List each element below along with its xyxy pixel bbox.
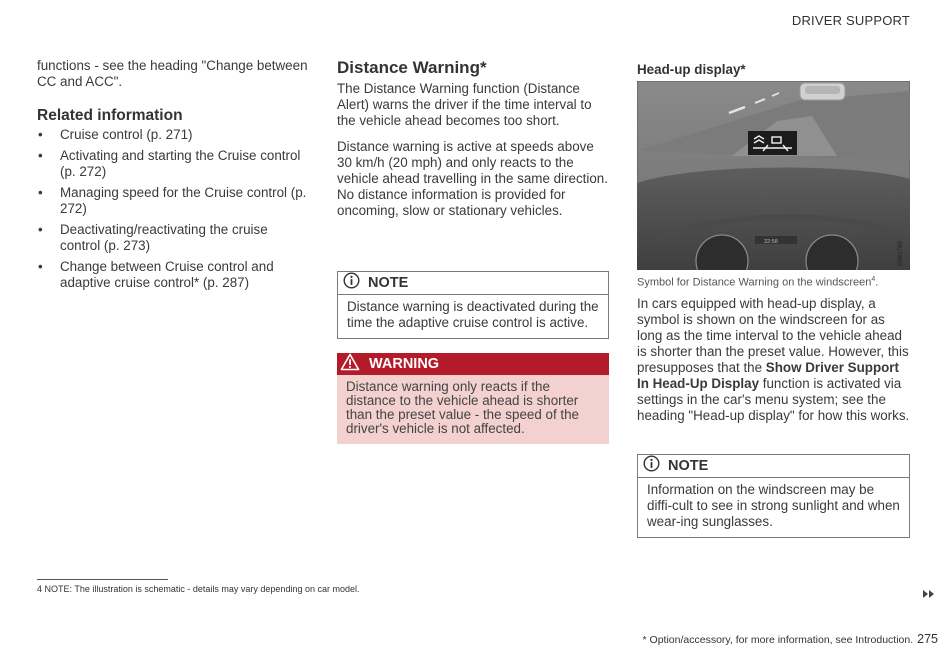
image-code: G061785 bbox=[898, 241, 904, 266]
warning-text: Distance warning only reacts if the distance to the vehicle ahead is shorter than the preset value - the speed of the driver's vehicle is not affected. bbox=[337, 375, 609, 444]
footnote-divider bbox=[37, 579, 168, 580]
related-link[interactable]: • Deactivating/reactivating the cruise control (p. 273) bbox=[37, 222, 309, 254]
image-heading: Head-up display* bbox=[637, 62, 746, 77]
related-link[interactable]: • Activating and starting the Cruise control (p. 272) bbox=[37, 148, 309, 180]
section-paragraph: Distance warning is active at speeds above 30 km/h (20 mph) and only reacts to the vehicle ahead travelling in the same direction. No distance information is provided for oncoming, slow or stationary vehicles. bbox=[337, 139, 608, 218]
section-title: Distance Warning* bbox=[337, 58, 487, 77]
info-circle-icon bbox=[643, 455, 660, 477]
hud-paragraph: In cars equipped with head-up display, a symbol is shown on the windscreen for as long as the time interval to the vehicle ahead is shorter than the preset value. However, this presupposes that the Show Driver Support In Head-Up Display function is activated via settings in the car's menu system; see the heading "Head-up display" for how this works. bbox=[637, 295, 910, 423]
note-text: Distance warning is deactivated during the time the adaptive cruise control is active. bbox=[347, 299, 599, 330]
column-1 bbox=[37, 58, 309, 296]
section-header: DRIVER SUPPORT bbox=[791, 13, 910, 28]
footnote-number: 4 bbox=[37, 584, 43, 594]
setting-name: Show Driver Support In Head-Up Display bbox=[637, 359, 899, 391]
section-intro: The Distance Warning function (Distance Alert) warns the driver if the time interval to the vehicle ahead becomes too short. bbox=[337, 81, 592, 128]
note-box-2 bbox=[637, 454, 910, 538]
intro-text: functions - see the heading "Change between CC and ACC". bbox=[37, 58, 308, 89]
note-label: NOTE bbox=[368, 275, 409, 291]
warning-triangle-icon bbox=[340, 353, 360, 376]
related-link[interactable]: • Cruise control (p. 271) bbox=[37, 127, 309, 143]
footnote-text: NOTE: The illustration is schematic - details may vary depending on car model. bbox=[42, 584, 360, 594]
column-2 bbox=[337, 58, 609, 444]
column-3 bbox=[637, 58, 910, 538]
warning-header bbox=[337, 353, 609, 375]
related-link[interactable]: • Managing speed for the Cruise control (p. 272) bbox=[37, 185, 309, 217]
footer-note: * Option/accessory, for more information, see Introduction. bbox=[642, 634, 914, 646]
note-label-2: NOTE bbox=[668, 457, 709, 474]
related-heading: Related information bbox=[37, 107, 183, 124]
page-footer bbox=[643, 632, 938, 646]
note-text-2: Information on the windscreen may be diffi-cult to see in strong sunlight and when wear-ing sunglasses. bbox=[647, 481, 900, 529]
related-list bbox=[37, 127, 309, 291]
caption-footnote-ref: 4 bbox=[871, 276, 876, 283]
footnote bbox=[37, 584, 360, 594]
gauge-readout: 22:58 bbox=[764, 239, 778, 245]
info-circle-icon bbox=[343, 272, 360, 294]
note-header bbox=[338, 272, 608, 295]
warning-label: WARNING bbox=[369, 356, 440, 372]
double-arrow-right-icon[interactable] bbox=[922, 586, 936, 604]
note-box bbox=[337, 271, 609, 339]
note-header-2 bbox=[638, 455, 909, 478]
page-number: 275 bbox=[917, 632, 938, 646]
hud-illustration bbox=[637, 81, 910, 270]
warning-box bbox=[337, 353, 609, 444]
image-caption: Symbol for Distance Warning on the windscreen$^4$. bbox=[637, 276, 879, 289]
related-link[interactable]: • Change between Cruise control and adaptive cruise control* (p. 287) bbox=[37, 259, 309, 291]
